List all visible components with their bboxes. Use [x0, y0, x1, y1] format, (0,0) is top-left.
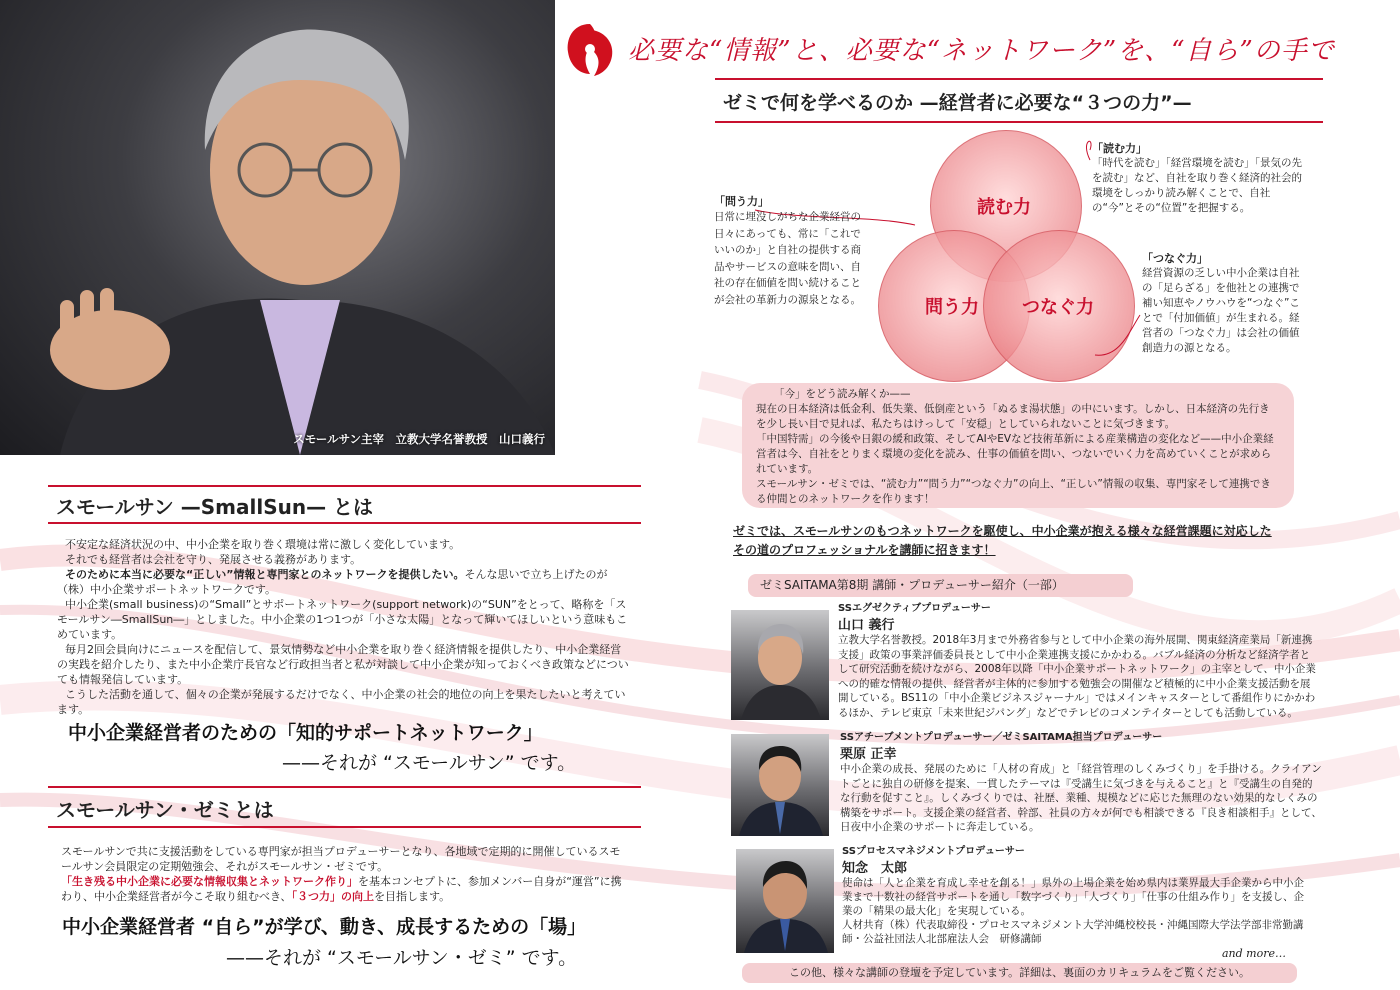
smallsun-title: スモールサン —SmallSun— とは [56, 495, 374, 519]
smallsun-tagline: 中小企業経営者のための「知的サポートネットワーク」 [68, 722, 543, 744]
now-box-line2: 「中国特需」の今後や日銀の緩和政策、そしてAIやEVなど技術革新による産業構造の変化など——中小企業経営者は今、自社をとりまく環境の変化を読み、仕事の価値を問い、つないでいく力を高めていくことが求められています。 [756, 433, 1274, 475]
zemi-p2 [61, 874, 626, 904]
lecturer-bio: 中小企業の成長、発展のために「人材の育成」と「経営管理のしくみづくり」を手掛ける。クライアントごとに独自の研修を提案、一貫したテーマは『受講生に気づきを与えること』と『受講生の自発的な行動を促すこと』。しくみづくりでは、社歴、業種、規模などに応じた無理のない効果的なしくみの構築をサポート。支援企業の経営者、幹部、社員の方々が何でも相談できる『良き相談相手』として、日夜中小企業のサポートに奔走している。 [840, 763, 1322, 833]
read-power-box [1092, 140, 1307, 216]
ask-power-title: 「問う力」 [714, 195, 769, 208]
zemi-tagline: 中小企業経営者 “自ら”が学び、動き、成長するための「場」 [62, 916, 587, 938]
lecturer-photo-kurihara [731, 734, 829, 836]
connect-power-title: 「つなぐ力」 [1142, 252, 1208, 265]
lecturer-bio-affiliation: 人材共育（株）代表取締役・プロセスマネジメント大学沖縄校校長・沖縄国際大学法学部非常勤講師・公益社団法人北部雇法人会 研修講師 [842, 919, 1304, 945]
lecturer-photo-yamaguchi [731, 610, 829, 720]
invite-line1: ゼミでは、スモールサンのもつネットワークを駆使し、中小企業が抱える様々な経営課題に対応した [733, 524, 1272, 538]
learn-title: ゼミで何を学べるのか —経営者に必要な“３つの力”— [723, 92, 1192, 114]
lecturers-header: ゼミSAITAMA第8期 講師・プロデューサー紹介（一部） [748, 574, 1133, 597]
slogan-divider [715, 78, 1323, 80]
lecturer-bio: 立教大学名誉教授。2018年3月まで外務省参与として中小企業の海外展開、関東経済産業局「新連携支援」政策の事業評価委員長として中小企業連携支援にかかわる。バブル経済の分析など経済学者として研究活動を続けながら、2008年以降「中小企業サポートネットワーク」の主宰として、中小企業への的確な情報の提供、経営者が主体的に参加する勉強会の開催など積極的に中小企業支援活動を展開している。BS11の「中小企業ビジネスジャーナル」ではメインキャスターとして番組作りにかかわるほか、テレビ東京「未来世紀ジパング」などでテレビのコメンテイターとしても活動している。 [838, 634, 1316, 719]
slogan: 必要な“情報”と、必要な“ネットワーク”を、“自ら”の手で [628, 36, 1335, 66]
smallsun-divider-top [48, 485, 641, 487]
smallsun-p3-rest: そんな思いで立ち上げたのが（株）中小企業サポートネットワークです。 [57, 568, 608, 596]
smallsun-p3-bold: そのために本当に必要な“正しい”情報と専門家とのネットワークを提供したい。 [65, 568, 465, 581]
zemi-p2-end: を目指します。 [374, 890, 451, 903]
invite-line2: その道のプロフェッショナルを講師に招きます！ [733, 543, 996, 557]
zemi-divider-bottom [48, 826, 641, 828]
smallsun-p2: それでも経営者は会社を守り、発展させる義務があります。 [65, 553, 362, 566]
now-box [742, 383, 1294, 508]
lecturer-role: SSアチーブメントプロデューサー／ゼミSAITAMA担当プロデューサー [840, 732, 1163, 743]
zemi-p1: スモールサンで共に支援活動をしている専門家が担当プロデューサーとなり、各地域で定期的に開催しているスモールサン会員限定の定期勉強会、それがスモールサン・ゼミです。 [61, 845, 621, 873]
lecturer-kurihara [840, 728, 1322, 835]
smallsun-divider-bottom [48, 522, 641, 524]
lecturer-role: SSプロセスマネジメントプロデューサー [842, 846, 1025, 857]
connect-power-text: 経営資源の乏しい中小企業は自社の「足らざる」を他社との連携で補い知恵やノウハウを“つなぐ”ことで「付加価値」が生まれる。経営者の「つなぐ力」は会社の価値創造力の源となる。 [1142, 267, 1300, 354]
ask-power-text: 日常に埋没しがちな企業経営の日々にあっても、常に「これでいいのか」と自社の提供する商品やサービスの意味を問い、自社の存在価値を問い続けることが会社の革新力の源泉となる。 [714, 211, 861, 306]
lecturers-footer: この他、様々な講師の登壇を予定しています。詳細は、裏面のカリキュラムをご覧ください。 [742, 963, 1297, 983]
zemi-title: スモールサン・ゼミとは [56, 798, 274, 822]
zemi-p2-red: 「生き残る中小企業に必要な情報収集とネットワーク作り」 [61, 875, 358, 888]
smallsun-tagline-sub: ——それが “スモールサン” です。 [282, 752, 577, 774]
smallsun-p5: 毎月2回会員向けにニュースを配信して、景気情勢など中小企業を取り巻く経済情報を提供したり、中小企業経営の実践を紹介したり、また中小企業庁長官など行政担当者と私が対談して中小企業が知っておくべき政策などについても情報発信しています。 [57, 643, 629, 686]
lecturer-role: SSエグゼクティブプロデューサー [838, 603, 991, 614]
smallsun-body [57, 537, 632, 717]
now-box-title: 「今」をどう読み解くか—— [774, 388, 911, 400]
learn-divider [715, 121, 1323, 123]
zemi-tagline-sub: ——それが “スモールサン・ゼミ” です。 [226, 947, 578, 969]
smallsun-p3 [57, 567, 632, 597]
smallsun-logo-icon [562, 20, 618, 78]
lecturer-chinen [842, 842, 1312, 946]
venn-label-read: 読む力 [977, 197, 1031, 218]
zemi-body [61, 844, 626, 904]
and-more: and more… [1222, 947, 1287, 960]
lecturer-name: 知念 太郎 [842, 861, 908, 876]
venn-label-ask: 問う力 [925, 297, 979, 318]
lecturer-bio: 使命は「人と企業を育成し幸せを創る！」県外の上場企業を始め県内は業界最大手企業から中小企業まで十数社の経営サポートを通し「数字づくり」「人づくり」「仕事の仕組み作り」を支援し、企業の「精果の最大化」を実現している。 [842, 877, 1304, 917]
lecturer-name: 山口 義行 [838, 618, 895, 633]
venn-label-connect: つなぐ力 [1022, 297, 1094, 318]
lecturer-name: 栗原 正幸 [840, 747, 897, 762]
zemi-p2-red2: 「３つ力」の向上 [291, 890, 375, 903]
smallsun-p6: こうした活動を通して、個々の企業が発展するだけでなく、中小企業の社会的地位の向上を果たしたいと考えています。 [57, 688, 626, 716]
connect-power-box [1142, 250, 1308, 356]
now-box-line1: 現在の日本経済は低金利、低失業、低倒産という「ぬるま湯状態」の中にいます。しかし、日本経済の先行きを少し長い目で見れば、私たちはけっして「安穏」としていられないことに気づきます。 [756, 403, 1270, 430]
zemi-divider-top [48, 786, 641, 788]
lecturer-yamaguchi [838, 599, 1318, 720]
hero-photo [0, 0, 555, 455]
photo-caption: スモールサン主宰 立教大学名誉教授 山口義行 [293, 432, 545, 446]
ask-power-box [714, 193, 866, 308]
read-power-title: 「読む力」 [1092, 142, 1147, 155]
lecturer-photo-chinen [736, 849, 834, 953]
read-power-text: 「時代を読む」「経営環境を読む」「景気の先を読む」など、自社を取り巻く経済的社会的環境をしっかり読み解くことで、自社の“今”とその“位置”を把握する。 [1092, 157, 1302, 214]
hero-photo-illustration [0, 0, 555, 455]
smallsun-p1: 不安定な経済状況の中、中小企業を取り巻く環境は常に激しく変化しています。 [65, 538, 461, 551]
smallsun-p4: 中小企業(small business)の“Small”とサポートネットワーク(support network)の“SUN”をとって、略称を「スモールサン―SmallSun―」としました。中小企業の1つ1つが「小さな太陽」となって輝いてほしいという意味もこめています。 [57, 598, 628, 641]
now-box-line3: スモールサン・ゼミでは、“読む力”“問う力”“つなぐ力”の向上、“正しい”情報の収集、専門家そして連携できる仲間とのネットワークを作ります！ [756, 478, 1271, 505]
zemi-p2-rest: を基本コンセプトに、参加メンバー自身が“運営”に携わり、中小企業経営者が今こそ取り組むべき、 [61, 875, 622, 903]
invite-text [733, 522, 1313, 560]
